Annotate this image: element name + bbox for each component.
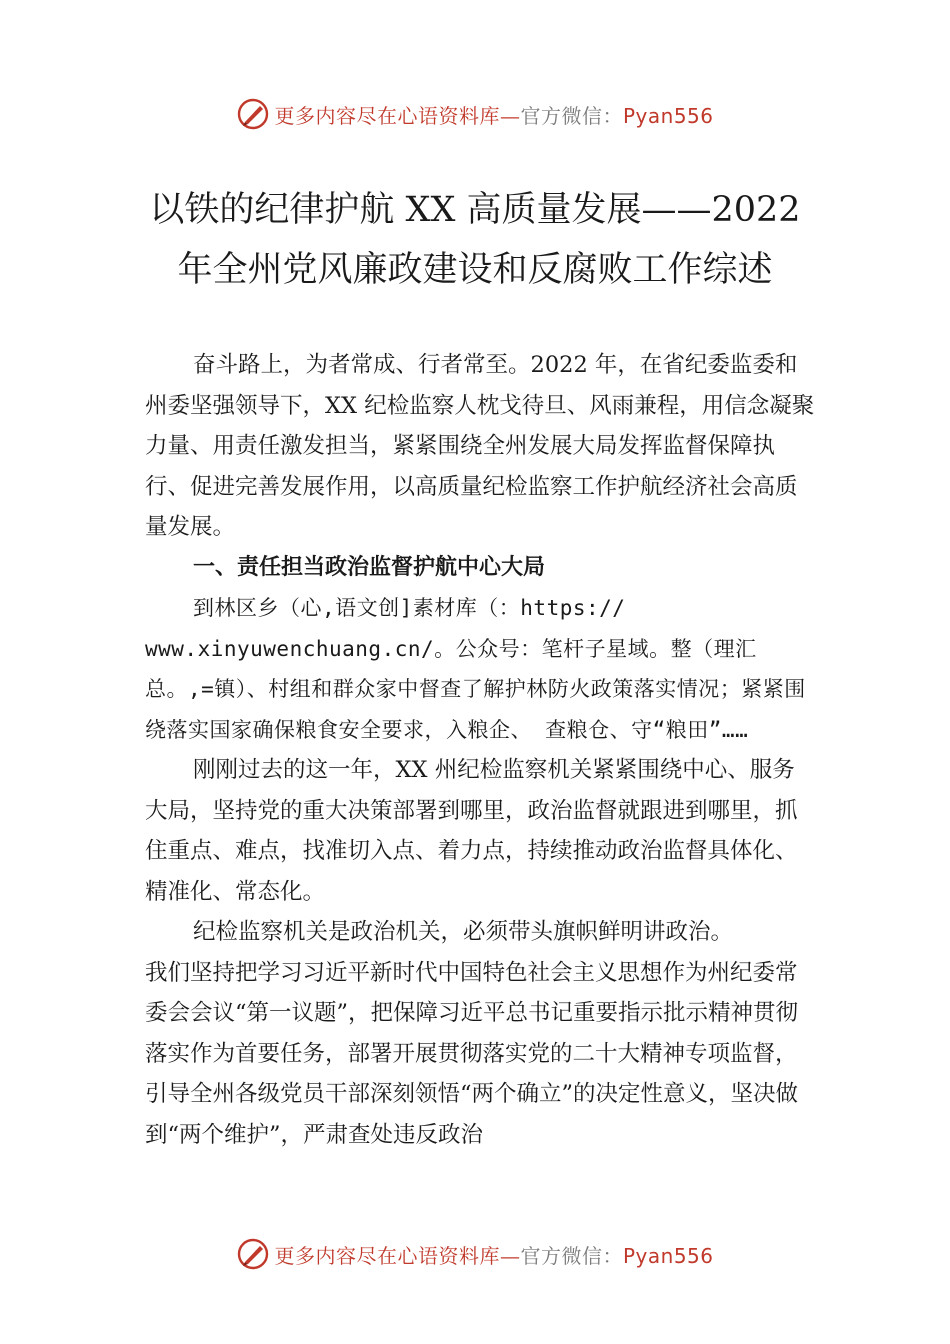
paragraph-2: 刚刚过去的这一年，XX 州纪检监察机关紧紧围绕中心、服务大局，坚持党的重大决策部署到哪里，政治监督就跟进到哪里，抓住重点、难点，找准切入点、着力点，持续推动政治监督具体化、精准化、常态化。 [145, 757, 798, 905]
section-heading-1: 一、责任担当政治监督护航中心大局 [193, 554, 546, 580]
source-paragraph-rest: www.xinyuwenchuang.cn/。公众号：笔杆子星域。整（理汇总。,=镇）、村组和群众家中督查了解护林防火政策落实情况；紧紧围绕落实国家确保粮食安全要求，入粮企、 查粮仓、守“粮田”…… [145, 636, 806, 742]
watermark-text [274, 100, 713, 129]
pen-logo-icon [236, 1237, 270, 1271]
watermark-wechat-id: Pyan556 [622, 103, 714, 128]
watermark-banner-bottom [0, 1236, 950, 1272]
watermark-wechat-label: 官方微信： [520, 103, 623, 128]
watermark-brand: 更多内容尽在心语资料库 [274, 1243, 500, 1268]
paragraph-3-lead: 纪检监察机关是政治机关，必须带头旗帜鲜明讲政治。 [193, 919, 734, 945]
watermark-separator: — [499, 103, 521, 128]
watermark-wechat-label: 官方微信： [520, 1243, 623, 1268]
watermark-banner-top [0, 96, 950, 132]
source-paragraph-line-1: 到林区乡（心,语文创]素材库（：https:// [193, 596, 626, 620]
paragraph-3-body: 我们坚持把学习习近平新时代中国特色社会主义思想作为州纪委常委会会议“第一议题”，把保障习近平总书记重要指示批示精神贯彻落实作为首要任务，部署开展贯彻落实党的二十大精神专项监督，引导全州各级党员干部深刻领悟“两个确立”的决定性意义，坚决做到“两个维护”，严肃查处违反政治 [145, 959, 799, 1148]
watermark-text [274, 1240, 713, 1269]
watermark-wechat-id: Pyan556 [622, 1243, 714, 1268]
title-line-2: 年全州党风廉政建设和反腐败工作综述 [177, 250, 773, 290]
pen-logo-icon [236, 97, 270, 131]
document-body [145, 345, 815, 1155]
document-title [120, 180, 830, 300]
title-line-1: 以铁的纪律护航 XX 高质量发展——2022 [149, 190, 801, 230]
intro-paragraph: 奋斗路上，为者常成、行者常至。2022 年，在省纪委监委和州委坚强领导下，XX 纪检监察人枕戈待旦、风雨兼程，用信念凝聚力量、用责任激发担当，紧紧围绕全州发展大局发挥监督保障执行、促进完善发展作用，以高质量纪检监察工作护航经济社会高质量发展。 [145, 352, 815, 540]
watermark-separator: — [499, 1243, 521, 1268]
watermark-brand: 更多内容尽在心语资料库 [274, 103, 500, 128]
